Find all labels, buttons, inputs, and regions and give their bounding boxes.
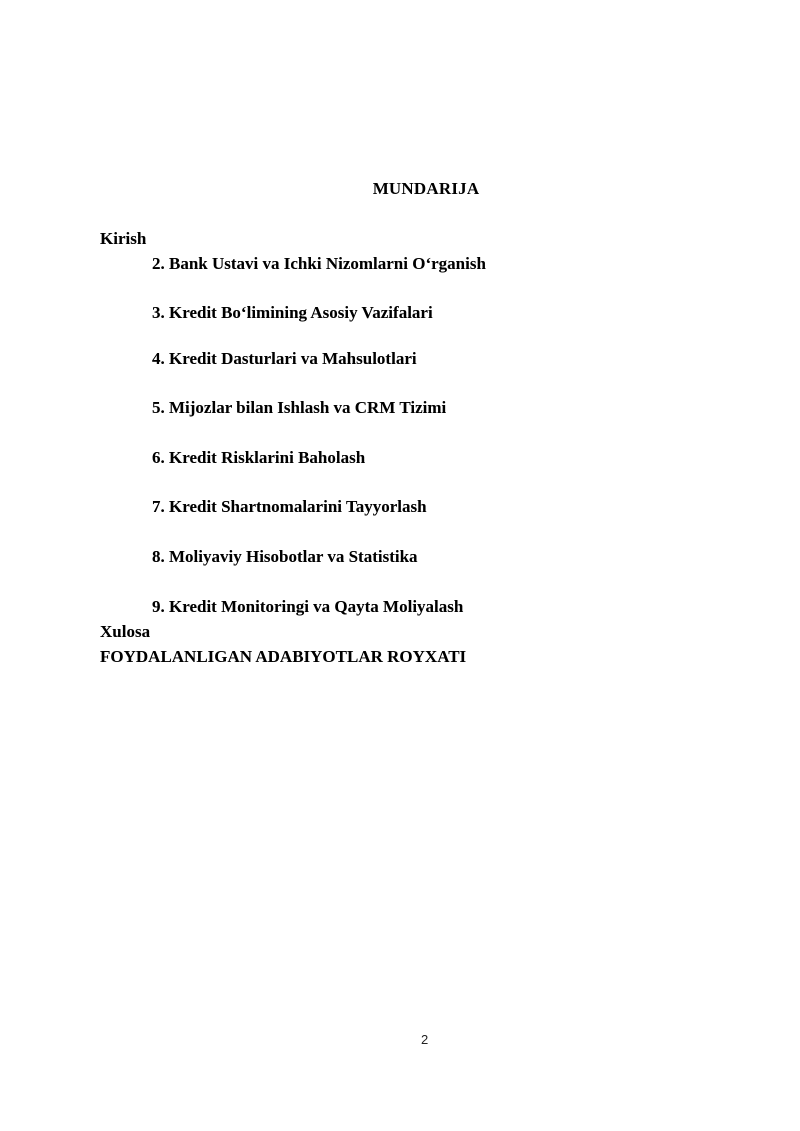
toc-item-9: 9. Kredit Monitoringi va Qayta Moliyalash [152, 597, 464, 616]
page-title: MUNDARIJA [372, 179, 480, 198]
toc-item-6: 6. Kredit Risklarini Baholash [152, 448, 366, 467]
toc-item-3: 3. Kredit Bo‘limining Asosiy Vazifalari [152, 303, 433, 322]
toc-item-8: 8. Moliyaviy Hisobotlar va Statistika [152, 547, 418, 566]
toc-item-5: 5. Mijozlar bilan Ishlash va CRM Tizimi [152, 398, 447, 417]
toc-item-7: 7. Kredit Shartnomalarini Tayyorlash [152, 497, 427, 516]
toc-item-4: 4. Kredit Dasturlari va Mahsulotlari [152, 349, 417, 368]
toc-item-kirish: Kirish [100, 229, 147, 248]
toc-item-2: 2. Bank Ustavi va Ichki Nizomlarni O‘rganish [152, 254, 486, 273]
page-number: 2 [421, 1032, 429, 1047]
toc-item-adabiyotlar: FOYDALANLIGAN ADABIYOTLAR ROYXATI [100, 647, 467, 666]
toc-item-xulosa: Xulosa [100, 622, 151, 641]
